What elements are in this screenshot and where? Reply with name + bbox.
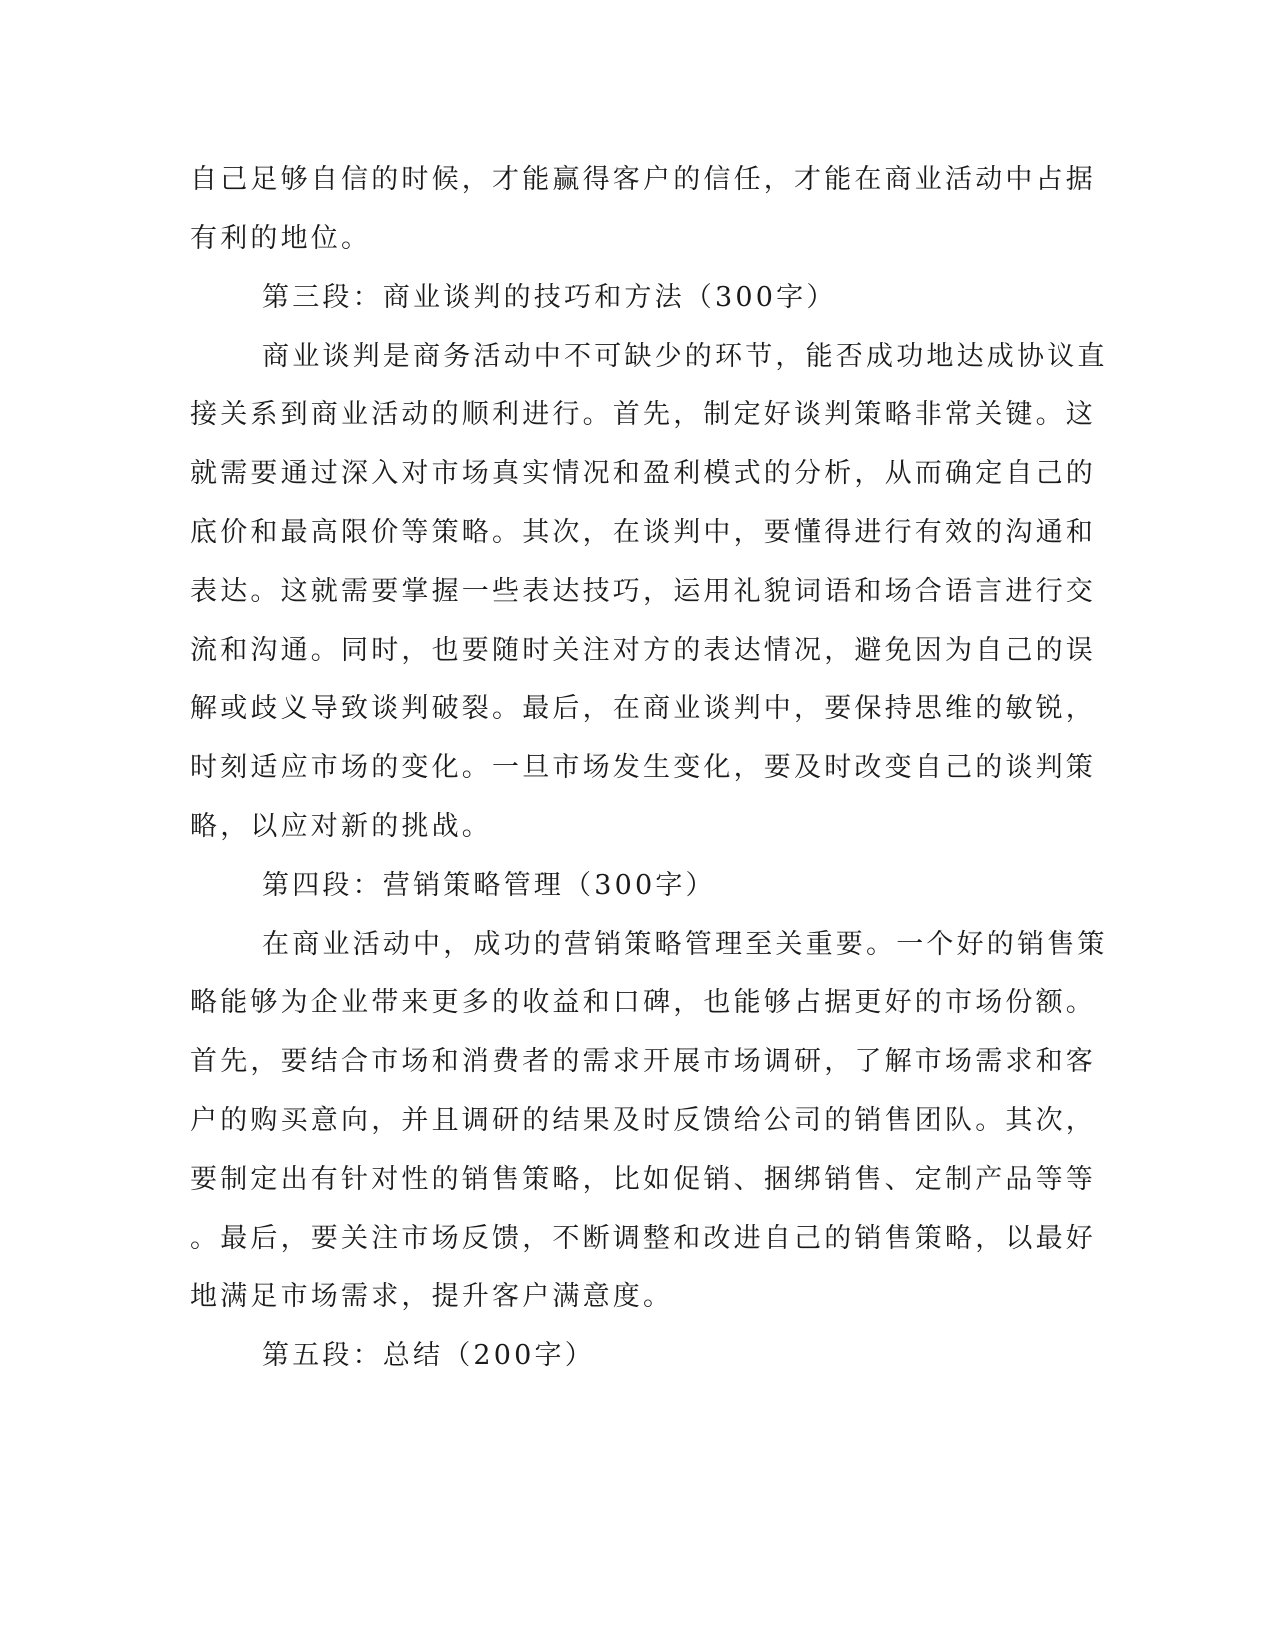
paragraph-line: 接关系到商业活动的顺利进行。首先，制定好谈判策略非常关键。这 bbox=[190, 399, 1096, 430]
paragraph-line: 解或歧义导致谈判破裂。最后，在商业谈判中，要保持思维的敏锐， bbox=[190, 693, 1096, 724]
paragraph-line: 地满足市场需求，提升客户满意度。 bbox=[190, 1281, 674, 1312]
paragraph-line: 底价和最高限价等策略。其次，在谈判中，要懂得进行有效的沟通和 bbox=[190, 517, 1096, 548]
paragraph-line: 商业谈判是商务活动中不可缺少的环节，能否成功地达成协议直 bbox=[262, 341, 1108, 372]
paragraph-line: 就需要通过深入对市场真实情况和盈利模式的分析，从而确定自己的 bbox=[190, 458, 1096, 489]
paragraph-line: 时刻适应市场的变化。一旦市场发生变化，要及时改变自己的谈判策 bbox=[190, 752, 1096, 783]
paragraph-line: 自己足够自信的时候，才能赢得客户的信任，才能在商业活动中占据 bbox=[190, 164, 1096, 195]
paragraph-line: 户的购买意向，并且调研的结果及时反馈给公司的销售团队。其次， bbox=[190, 1105, 1096, 1136]
paragraph-line: 要制定出有针对性的销售策略，比如促销、捆绑销售、定制产品等等 bbox=[190, 1164, 1096, 1195]
section-heading-5: 第五段：总结（200字） bbox=[262, 1340, 595, 1371]
paragraph-line: 首先，要结合市场和消费者的需求开展市场调研，了解市场需求和客 bbox=[190, 1046, 1096, 1077]
paragraph-line: 流和沟通。同时，也要随时关注对方的表达情况，避免因为自己的误 bbox=[190, 635, 1096, 666]
paragraph-line: 在商业活动中，成功的营销策略管理至关重要。一个好的销售策 bbox=[262, 929, 1108, 960]
paragraph-line: 略，以应对新的挑战。 bbox=[190, 811, 492, 842]
paragraph-line: 表达。这就需要掌握一些表达技巧，运用礼貌词语和场合语言进行交 bbox=[190, 576, 1096, 607]
paragraph-line: 有利的地位。 bbox=[190, 223, 372, 254]
section-heading-3: 第三段：商业谈判的技巧和方法（300字） bbox=[262, 282, 837, 313]
paragraph-line: 略能够为企业带来更多的收益和口碑，也能够占据更好的市场份额。 bbox=[190, 987, 1096, 1018]
section-heading-4: 第四段：营销策略管理（300字） bbox=[262, 870, 716, 901]
paragraph-line: 。最后，要关注市场反馈，不断调整和改进自己的销售策略，以最好 bbox=[190, 1223, 1096, 1254]
